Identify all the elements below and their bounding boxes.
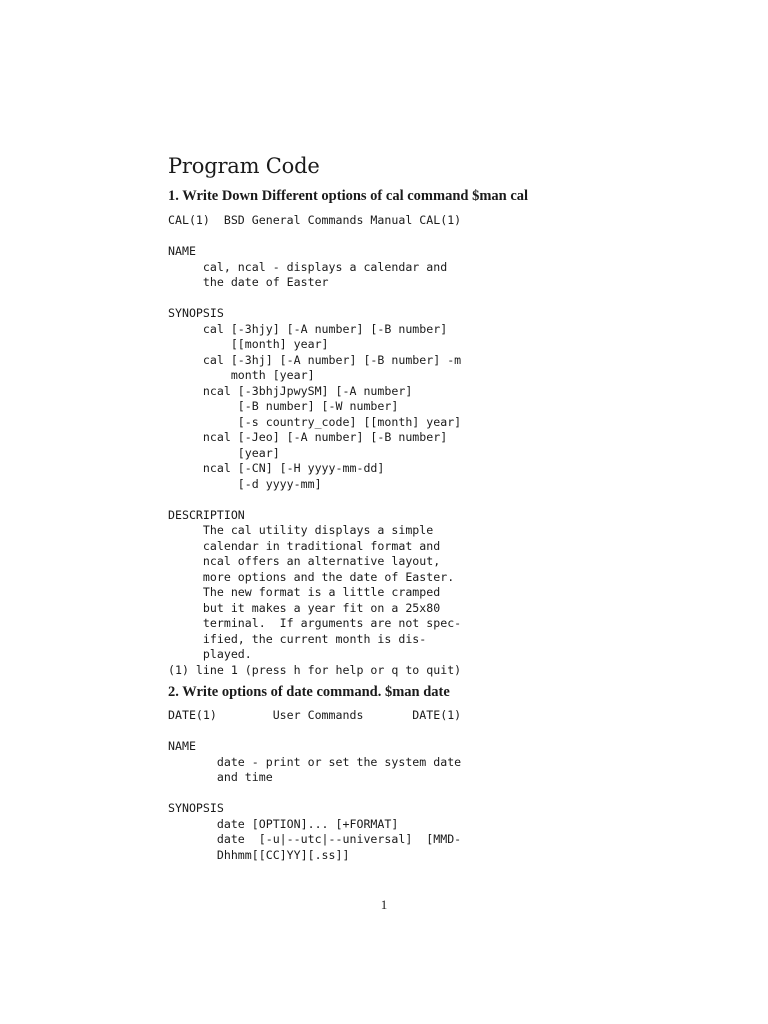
date-man-page-text: DATE(1) User Commands DATE(1) NAME date - print or set the system date and time SYNOPSIS date [OPTION]... [+FORMAT] date [-u|--utc|--universal] [MMD- Dhhmm[[CC]YY][.ss]]	[168, 708, 462, 862]
section-heading-date: 2. Write options of date command. $man date	[168, 684, 450, 700]
page-number: 1	[380, 897, 388, 912]
page-title: Program Code	[168, 154, 320, 178]
section-heading-cal: 1. Write Down Different options of cal command $man cal	[168, 188, 529, 204]
cal-man-page-text: CAL(1) BSD General Commands Manual CAL(1) NAME cal, ncal - displays a calendar and the date of Easter SYNOPSIS cal [-3hjy] [-A number] [-B number] [[month] year] cal [-3hj] [-A number] [-B number] -m month [year] ncal [-3bhjJpwySM] [-A number] [-B number] [-W number] [-s country_code] [[month] year] ncal [-Jeo] [-A number] [-B number] [year] ncal [-CN] [-H yyyy-mm-dd] [-d yyyy-mm] DESCRIPTION The cal utility displays a simple calendar in traditional format and ncal offers an alternative layout, more options and the date of Easter. The new format is a little cramped but it makes a year fit on a 25x80 terminal. If arguments are not spec- ified, the current month is dis- played. (1) line 1 (press h for help or q to quit)	[168, 213, 462, 677]
